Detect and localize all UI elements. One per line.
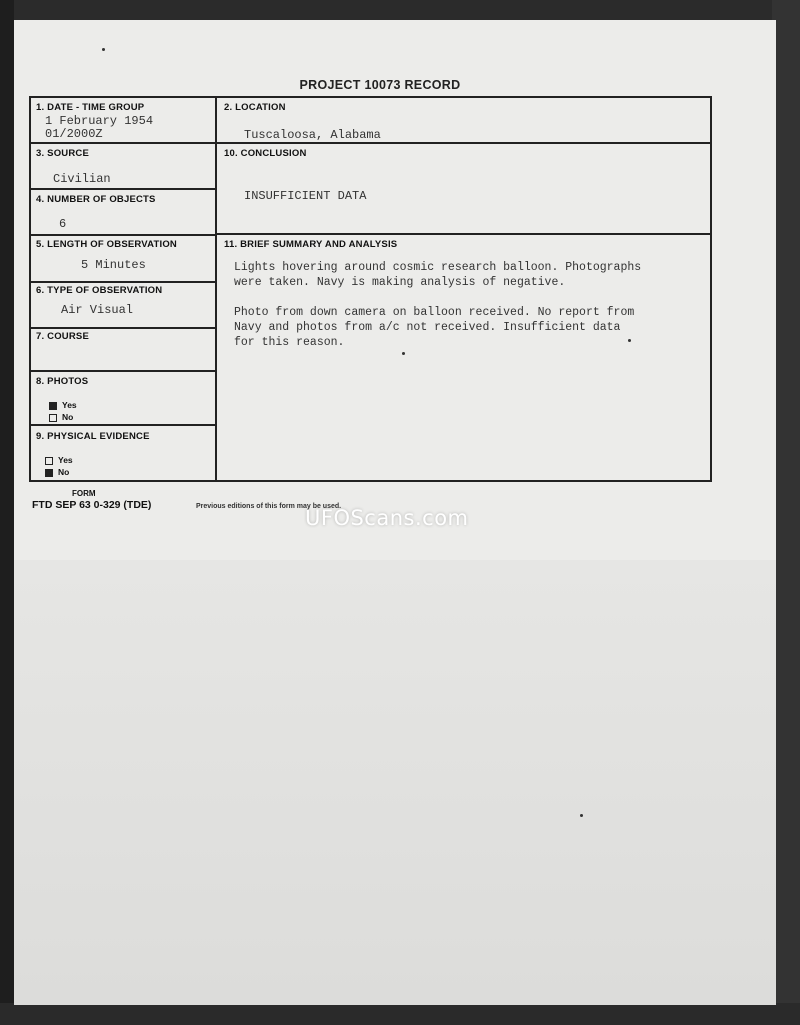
summary-line: Lights hovering around cosmic research balloon. Photographs (234, 261, 642, 274)
row-divider (31, 370, 215, 372)
speck (102, 48, 105, 51)
conclusion-label: 10. CONCLUSION (224, 148, 307, 159)
row-divider (215, 233, 710, 235)
source-label: 3. SOURCE (36, 148, 90, 159)
type-of-observation-value: Air Visual (61, 303, 134, 317)
summary-paragraph-2 (234, 305, 634, 350)
checkbox-empty-icon (49, 414, 57, 422)
option-label: No (58, 467, 70, 477)
scan-edge-right (772, 0, 800, 1025)
scan-edge-left (0, 0, 14, 1025)
checkbox-checked-icon (45, 469, 53, 477)
option-label: Yes (58, 455, 73, 465)
date-value: 1 February 1954 (45, 114, 154, 128)
form-id: FTD SEP 63 0-329 (TDE) (32, 499, 152, 511)
form-word: FORM (72, 489, 96, 498)
source-value: Civilian (53, 172, 111, 186)
option-label: No (62, 412, 74, 422)
summary-line: Navy and photos from a/c not received. Insufficient data (234, 321, 621, 334)
course-label: 7. COURSE (36, 331, 90, 342)
scan-edge-bottom (0, 1003, 800, 1025)
length-of-observation-label: 5. LENGTH OF OBSERVATION (36, 239, 177, 250)
physical-evidence-label: 9. PHYSICAL EVIDENCE (36, 431, 150, 442)
checkbox-empty-icon (45, 457, 53, 465)
speck (580, 814, 583, 817)
document-title: PROJECT 10073 RECORD (299, 78, 461, 92)
speck (628, 339, 631, 342)
date-time-group-label: 1. DATE - TIME GROUP (36, 102, 145, 113)
photos-option-no (49, 412, 73, 422)
location-value: Tuscaloosa, Alabama (244, 128, 381, 142)
record-form (29, 96, 712, 482)
option-label: Yes (62, 400, 77, 410)
checkbox-checked-icon (49, 402, 57, 410)
row-divider (31, 327, 215, 329)
brief-summary-label: 11. BRIEF SUMMARY AND ANALYSIS (224, 239, 398, 250)
column-divider (215, 98, 217, 480)
physical-evidence-option-yes (45, 455, 73, 465)
length-of-observation-value: 5 Minutes (81, 258, 146, 272)
row-divider (31, 142, 215, 144)
physical-evidence-option-no (45, 467, 69, 477)
row-divider (31, 234, 215, 236)
row-divider (215, 142, 710, 144)
number-of-objects-value: 6 (59, 217, 67, 231)
number-of-objects-label: 4. NUMBER OF OBJECTS (36, 194, 156, 205)
summary-line: were taken. Navy is making analysis of negative. (234, 276, 566, 289)
type-of-observation-label: 6. TYPE OF OBSERVATION (36, 285, 163, 296)
watermark: UFOScans.com (305, 506, 469, 530)
paper-shade (14, 560, 776, 1005)
photos-label: 8. PHOTOS (36, 376, 89, 387)
conclusion-value: INSUFFICIENT DATA (244, 189, 367, 203)
previous-editions-note: Previous editions of this form may be used. (196, 503, 342, 510)
photos-option-yes (49, 400, 77, 410)
summary-paragraph-1 (234, 260, 641, 290)
summary-line: Photo from down camera on balloon received. No report from (234, 306, 635, 319)
time-value: 01/2000Z (45, 127, 103, 141)
speck (776, 940, 779, 943)
summary-line: for this reason. (234, 336, 345, 349)
location-label: 2. LOCATION (224, 102, 286, 113)
row-divider (31, 281, 215, 283)
speck (402, 352, 405, 355)
row-divider (31, 188, 215, 190)
scan-edge-top (0, 0, 800, 22)
row-divider (31, 424, 215, 426)
